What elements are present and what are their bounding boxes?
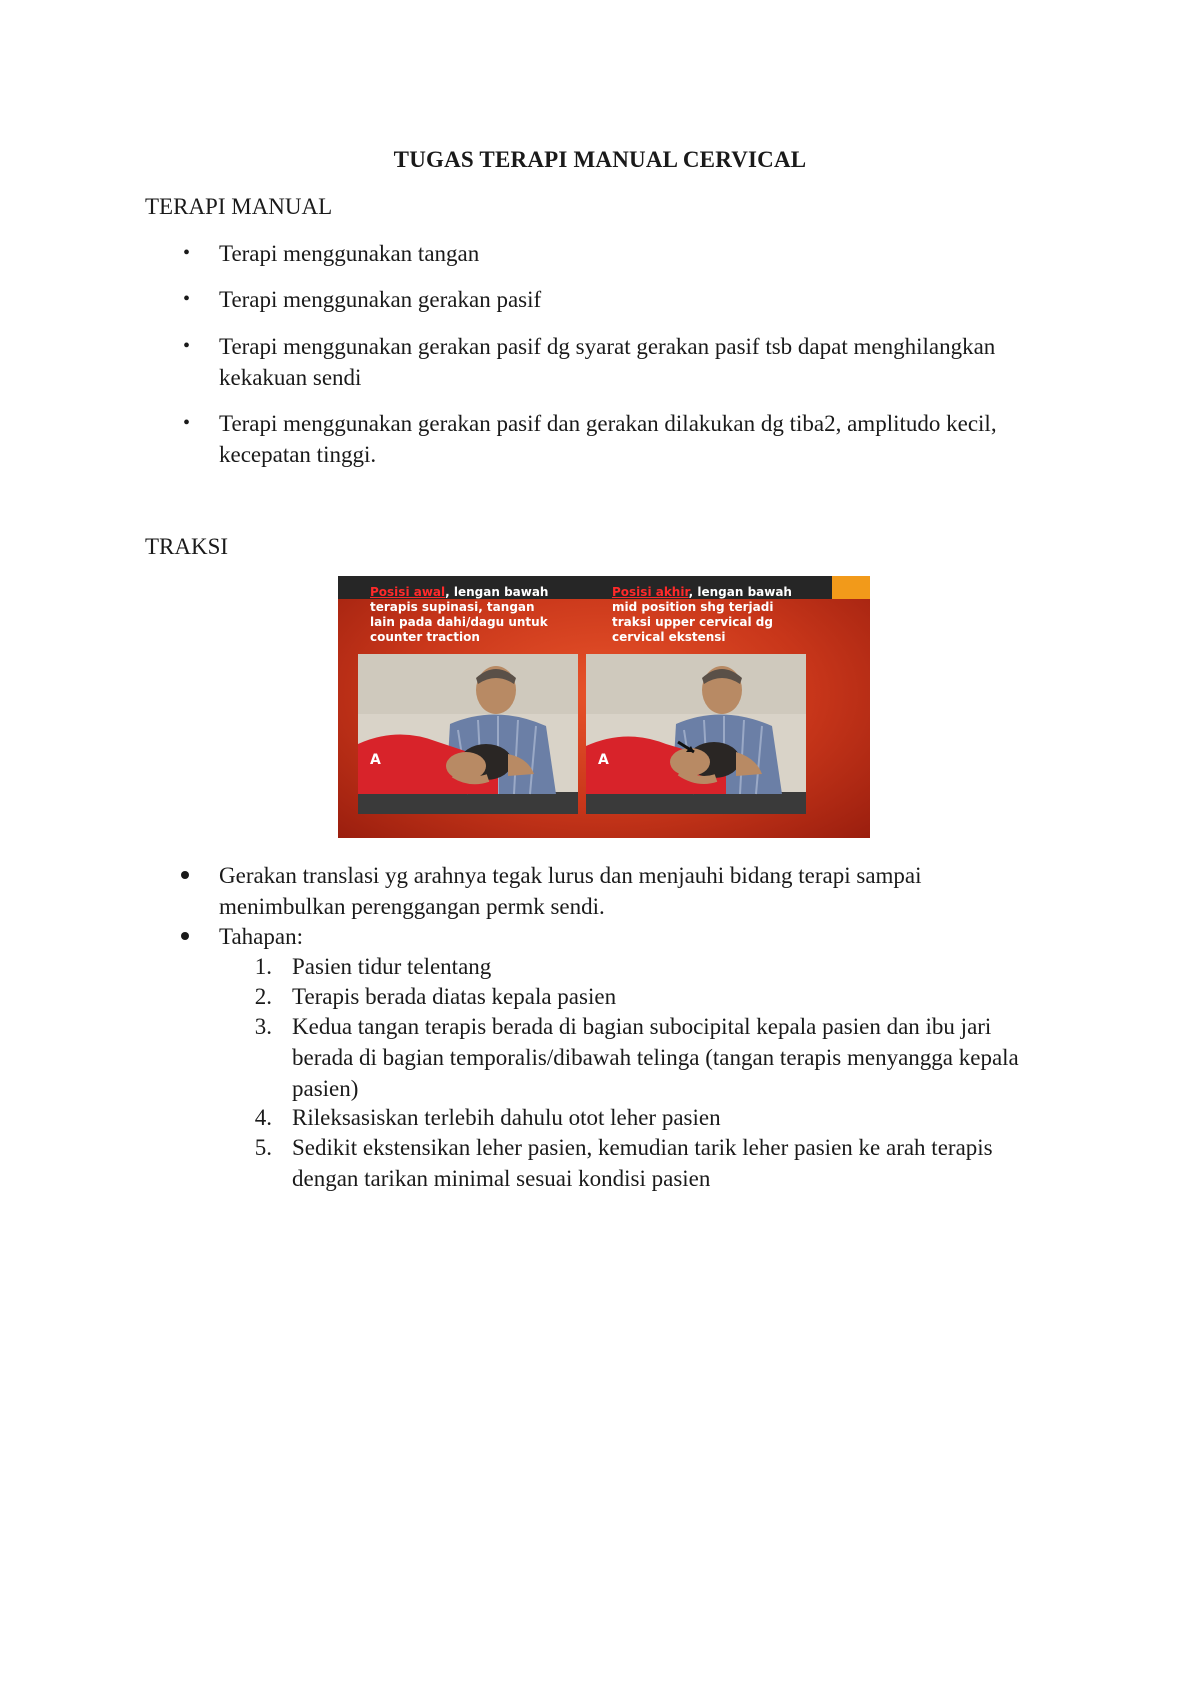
document-title: TUGAS TERAPI MANUAL CERVICAL: [393, 147, 807, 172]
caption-line: , lengan bawah: [688, 585, 792, 599]
caption-line: terapis supinasi, tangan: [370, 600, 535, 614]
svg-text:A: A: [598, 752, 609, 768]
item-text: [292, 1132, 1092, 1194]
right-caption: [612, 585, 812, 645]
caption-highlight: Posisi awal: [370, 585, 446, 599]
svg-text:A: A: [370, 752, 381, 768]
caption-line: , lengan bawah: [445, 585, 549, 599]
caption-highlight: Posisi akhir: [612, 585, 689, 599]
list-item-line: kekakuan sendi: [219, 365, 362, 390]
item-text: [292, 981, 1092, 1012]
list-item-text: [219, 408, 1049, 470]
list-item-line: Terapi menggunakan gerakan pasif dan gerakan dilakukan dg tiba2, amplitudo kecil,: [219, 411, 997, 436]
list-item-line: kecepatan tinggi.: [219, 442, 377, 467]
list-item-text: Tahapan:: [219, 924, 303, 949]
item-text: [292, 1102, 1092, 1133]
traction-figure: [338, 576, 870, 838]
item-number: 2.: [254, 984, 272, 1009]
list-item-line: menimbulkan perenggangan permk sendi.: [219, 894, 605, 919]
item-line: Pasien tidur telentang: [292, 954, 492, 979]
item-text: [292, 1011, 1092, 1104]
bullet-icon: •: [183, 412, 191, 434]
bullet-icon: •: [183, 288, 191, 310]
list-item-text: [219, 860, 1049, 922]
caption-line: mid position shg terjadi: [612, 600, 774, 614]
section-heading-traksi: TRAKSI: [145, 534, 229, 559]
caption-line: cervical ekstensi: [612, 630, 726, 644]
item-line: dengan tarikan minimal sesuai kondisi pasien: [292, 1166, 711, 1191]
list-item-line: Gerakan translasi yg arahnya tegak lurus dan menjauhi bidang terapi sampai: [219, 863, 922, 888]
photo-starting-position: [358, 654, 578, 814]
caption-line: counter traction: [370, 630, 480, 644]
list-item-text: [219, 331, 1049, 393]
left-caption: [370, 585, 570, 645]
item-number: 1.: [254, 954, 272, 979]
bullet-icon: •: [183, 335, 191, 357]
item-line: berada di bagian temporalis/dibawah telinga (tangan terapis menyangga kepala: [292, 1045, 1019, 1070]
section-heading-terapi-manual: TERAPI MANUAL: [145, 194, 333, 219]
caption-line: lain pada dahi/dagu untuk: [370, 615, 548, 629]
bullet-icon: [181, 932, 189, 940]
item-text: [292, 951, 1092, 982]
item-line: Terapis berada diatas kepala pasien: [292, 984, 617, 1009]
item-line: Sedikit ekstensikan leher pasien, kemudian tarik leher pasien ke arah terapis: [292, 1135, 993, 1160]
item-number: 4.: [254, 1105, 272, 1130]
caption-line: traksi upper cervical dg: [612, 615, 773, 629]
list-item-text: Terapi menggunakan tangan: [219, 241, 480, 266]
list-item-text: Terapi menggunakan gerakan pasif: [219, 287, 542, 312]
bullet-icon: [181, 871, 189, 879]
bullet-icon: •: [183, 242, 191, 264]
item-line: Rileksasiskan terlebih dahulu otot leher pasien: [292, 1105, 721, 1130]
item-number: 5.: [254, 1135, 272, 1160]
item-number: 3.: [254, 1014, 272, 1039]
item-line: Kedua tangan terapis berada di bagian subocipital kepala pasien dan ibu jari: [292, 1014, 992, 1039]
figure-accent-block: [832, 576, 870, 599]
photo-final-position: [586, 654, 806, 814]
list-item-line: Terapi menggunakan gerakan pasif dg syarat gerakan pasif tsb dapat menghilangkan: [219, 334, 996, 359]
item-line: pasien): [292, 1076, 359, 1101]
